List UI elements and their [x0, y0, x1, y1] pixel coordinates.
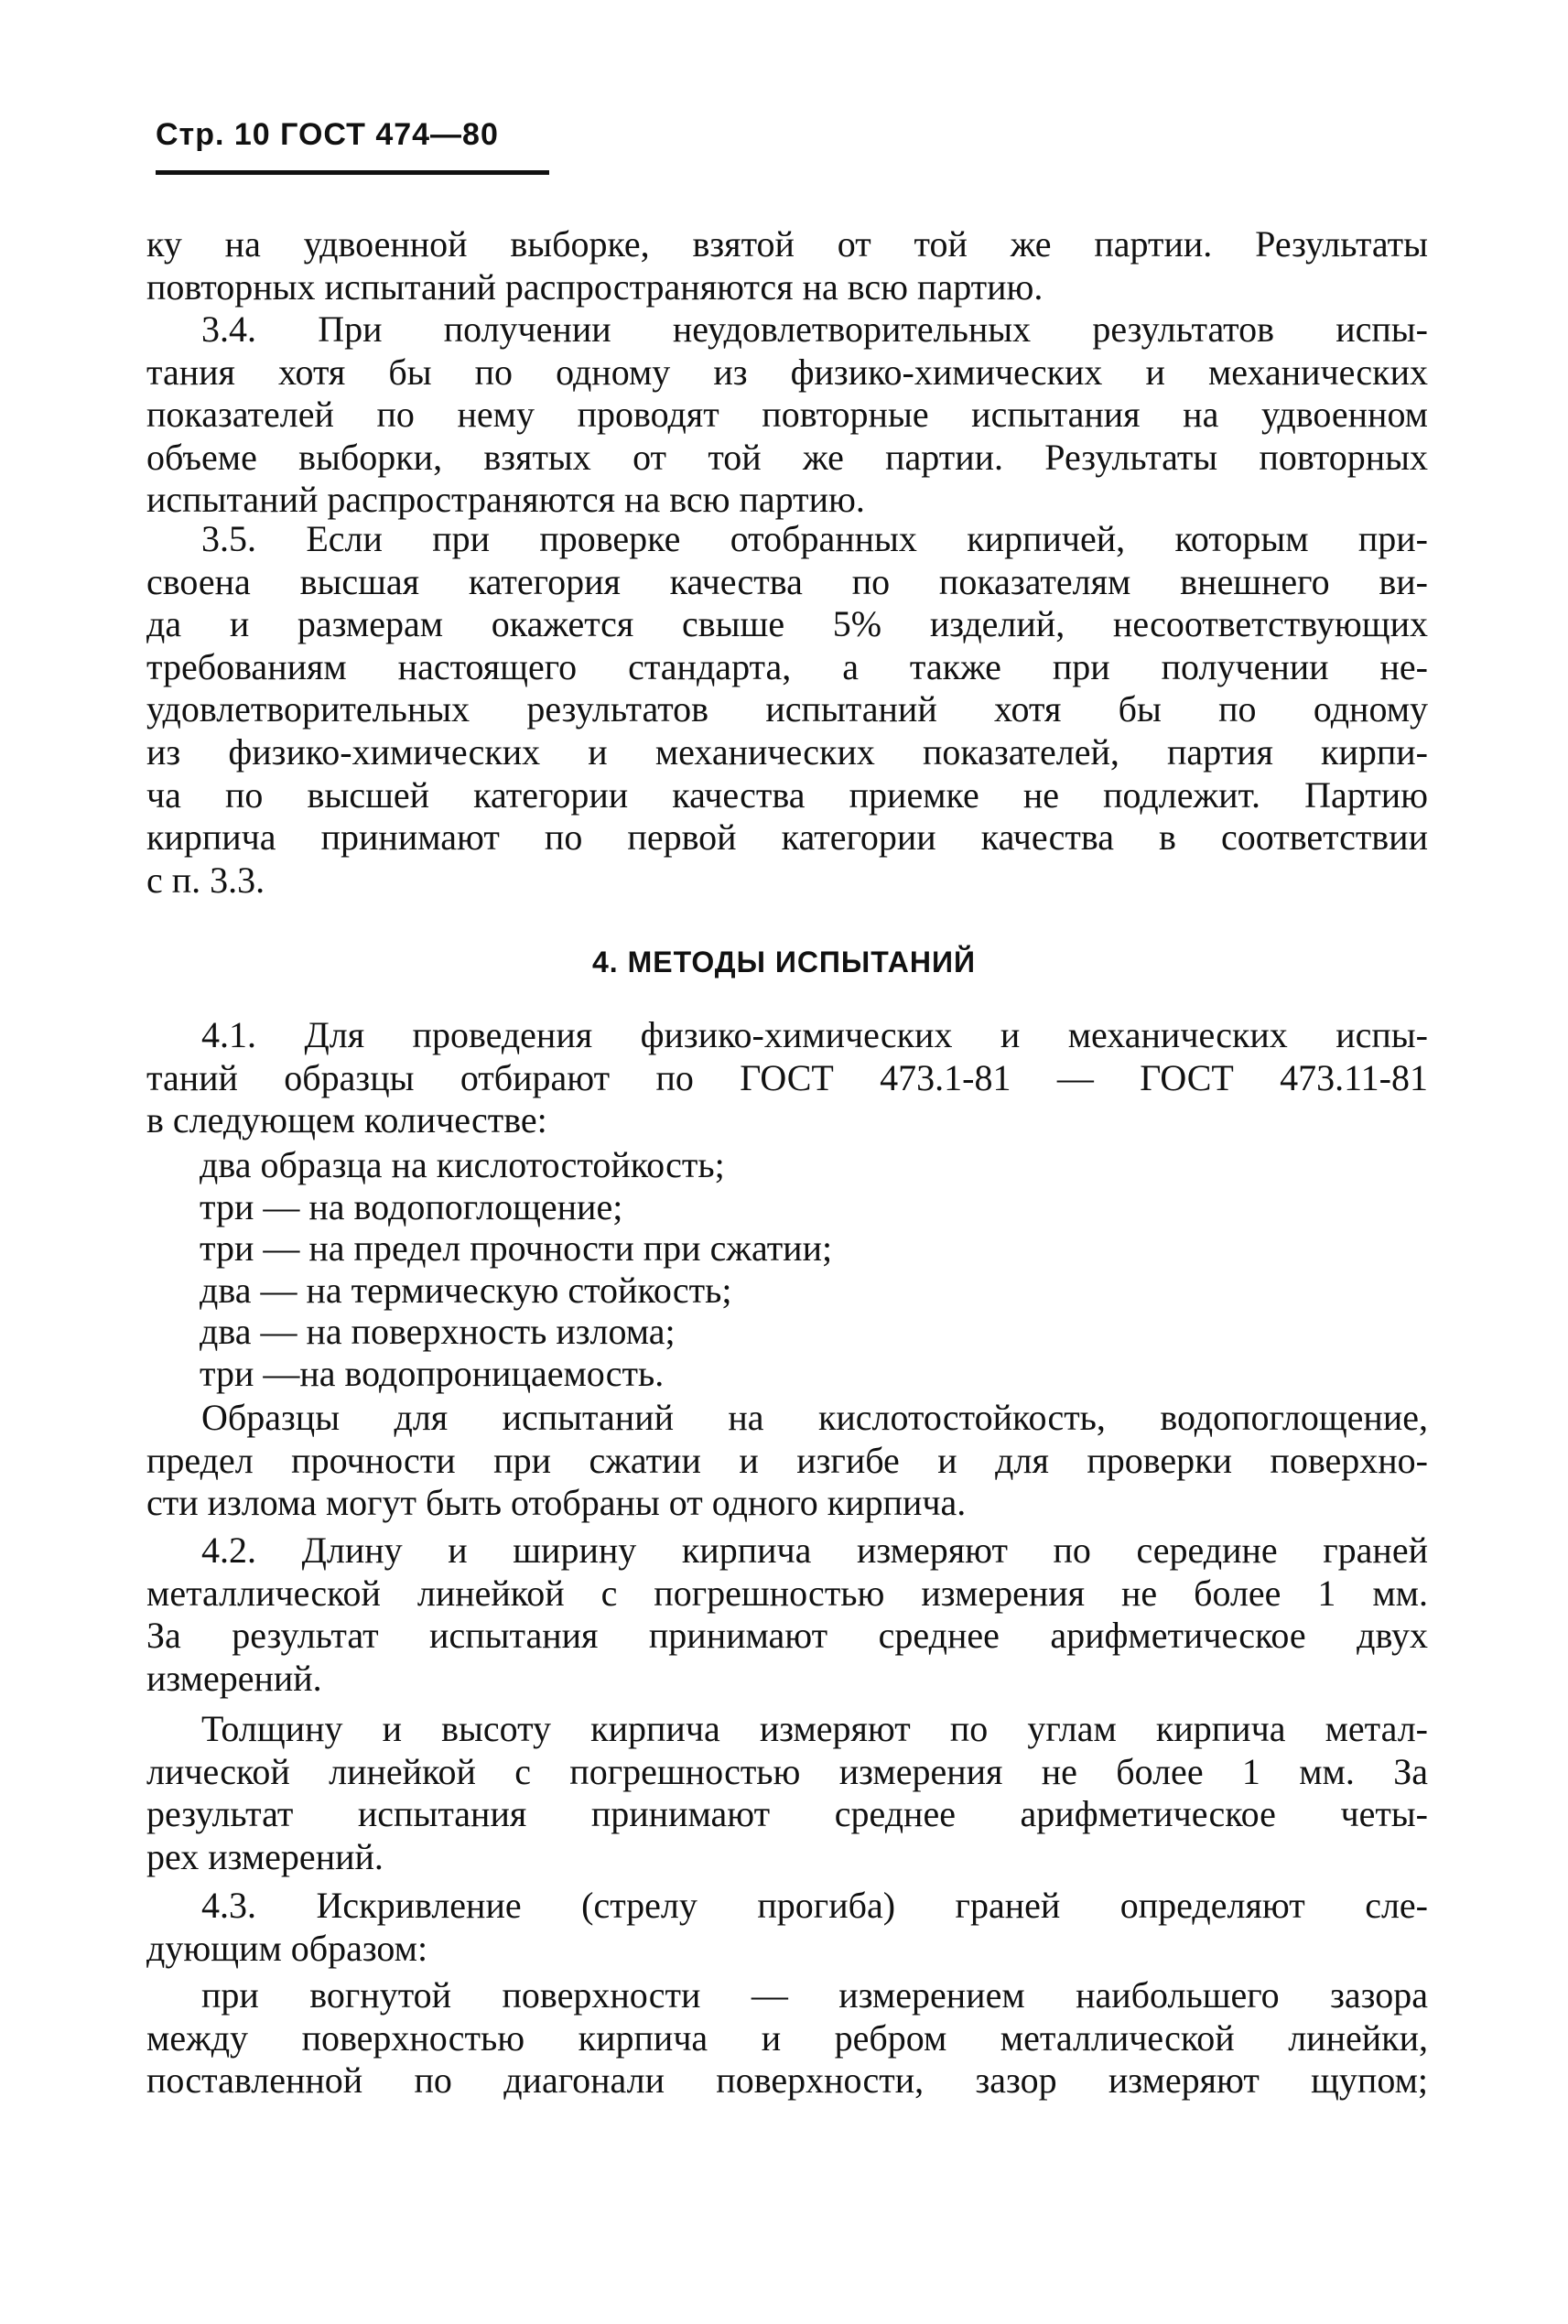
list-item: два образца на кислотостойкость; [200, 1144, 725, 1185]
text-line: своена высшая категория качества по показателям внешнего ви- [146, 560, 1428, 602]
paragraph-4-1 [146, 1014, 1428, 1142]
list-item: три —на водопроницаемость. [200, 1352, 665, 1394]
page-header: Стр. 10 ГОСТ 474—80 [156, 117, 499, 152]
text-line: из физико-химических и механических показателей, партия кирпи- [146, 730, 1428, 773]
paragraph-samples [146, 1397, 1428, 1525]
text-line: объеме выборки, взятых от той же партии. Результаты повторных [146, 436, 1428, 478]
text-line: Образцы для испытаний на кислотостойкость, водопоглощение, [201, 1397, 1428, 1438]
text-line: 3.5. Если при проверке отобранных кирпичей, которым при- [201, 518, 1428, 559]
text-line: измерений. [146, 1657, 322, 1699]
text-line: дующим образом: [146, 1927, 428, 1969]
text-line: в следующем количестве: [146, 1099, 547, 1141]
text-line: кирпича принимают по первой категории качества в соответствии [146, 816, 1428, 859]
list-item: три — на предел прочности при сжатии; [200, 1227, 833, 1270]
text-line: лической линейкой с погрешностью измерения не более 1 мм. За [146, 1750, 1428, 1792]
paragraph-4-3 [146, 1885, 1428, 1970]
text-line: рех измерений. [146, 1835, 384, 1877]
text-line: повторных испытаний распространяются на всю партию. [146, 265, 1044, 308]
text-line: показателей по нему проводят повторные испытания на удвоенном [146, 394, 1428, 436]
text-line: с п. 3.3. [146, 859, 265, 901]
paragraph-3-4 [146, 308, 1428, 522]
text-line: результат испытания принимают среднее арифметическое четы- [146, 1793, 1428, 1835]
sample-list [200, 1144, 1298, 1395]
text-line: 4.2. Длину и ширину кирпича измеряют по середине граней [201, 1530, 1428, 1571]
text-line: За результат испытания принимают среднее арифметическое двух [146, 1615, 1428, 1657]
text-line: тания хотя бы по одному из физико-химических и механических [146, 351, 1428, 393]
list-item: два — на термическую стойкость; [200, 1269, 732, 1311]
text-line: 3.4. При получении неудовлетворительных результатов испы- [201, 308, 1428, 350]
text-line: таний образцы отбирают по ГОСТ 473.1-81 — ГОСТ 473.11-81 [146, 1056, 1428, 1098]
paragraph-concave [146, 1974, 1428, 2102]
text-line: поставленной по диагонали поверхности, зазор измеряют щупом; [146, 2059, 1428, 2102]
text-line: при вогнутой поверхности — измерением наибольшего зазора [201, 1974, 1428, 2016]
paragraph-continuation [146, 223, 1428, 308]
text-line: да и размерам окажется свыше 5% изделий, несоответствующих [146, 603, 1428, 645]
text-line: Толщину и высоту кирпича измеряют по углам кирпича метал- [201, 1708, 1428, 1749]
header-rule [156, 170, 549, 175]
list-item: три — на водопоглощение; [200, 1185, 623, 1227]
text-line: предел прочности при сжатии и изгибе и для проверки поверхно- [146, 1439, 1428, 1481]
section-heading: 4. МЕТОДЫ ИСПЫТАНИЙ [592, 946, 976, 978]
text-line: между поверхностью кирпича и ребром металлической линейки, [146, 2016, 1428, 2059]
paragraph-3-5 [146, 518, 1428, 902]
list-item: два — на поверхность излома; [200, 1311, 676, 1353]
text-line: ку на удвоенной выборке, взятой от той же партии. Результаты [146, 223, 1428, 265]
text-line: 4.1. Для проведения физико-химических и механических испы- [201, 1014, 1428, 1055]
paragraph-4-2 [146, 1530, 1428, 1700]
text-line: удовлетворительных результатов испытаний хотя бы по одному [146, 688, 1428, 730]
text-line: требованиям настоящего стандарта, а также при получении не- [146, 645, 1428, 687]
text-line: сти излома могут быть отобраны от одного кирпича. [146, 1482, 967, 1524]
text-line: ча по высшей категории качества приемке не подлежит. Партию [146, 773, 1428, 816]
text-line: испытаний распространяются на всю партию. [146, 479, 865, 521]
text-line: 4.3. Искривление (стрелу прогиба) граней определяют сле- [201, 1885, 1428, 1926]
text-line: металлической линейкой с погрешностью измерения не более 1 мм. [146, 1572, 1428, 1614]
paragraph-thickness [146, 1708, 1428, 1878]
